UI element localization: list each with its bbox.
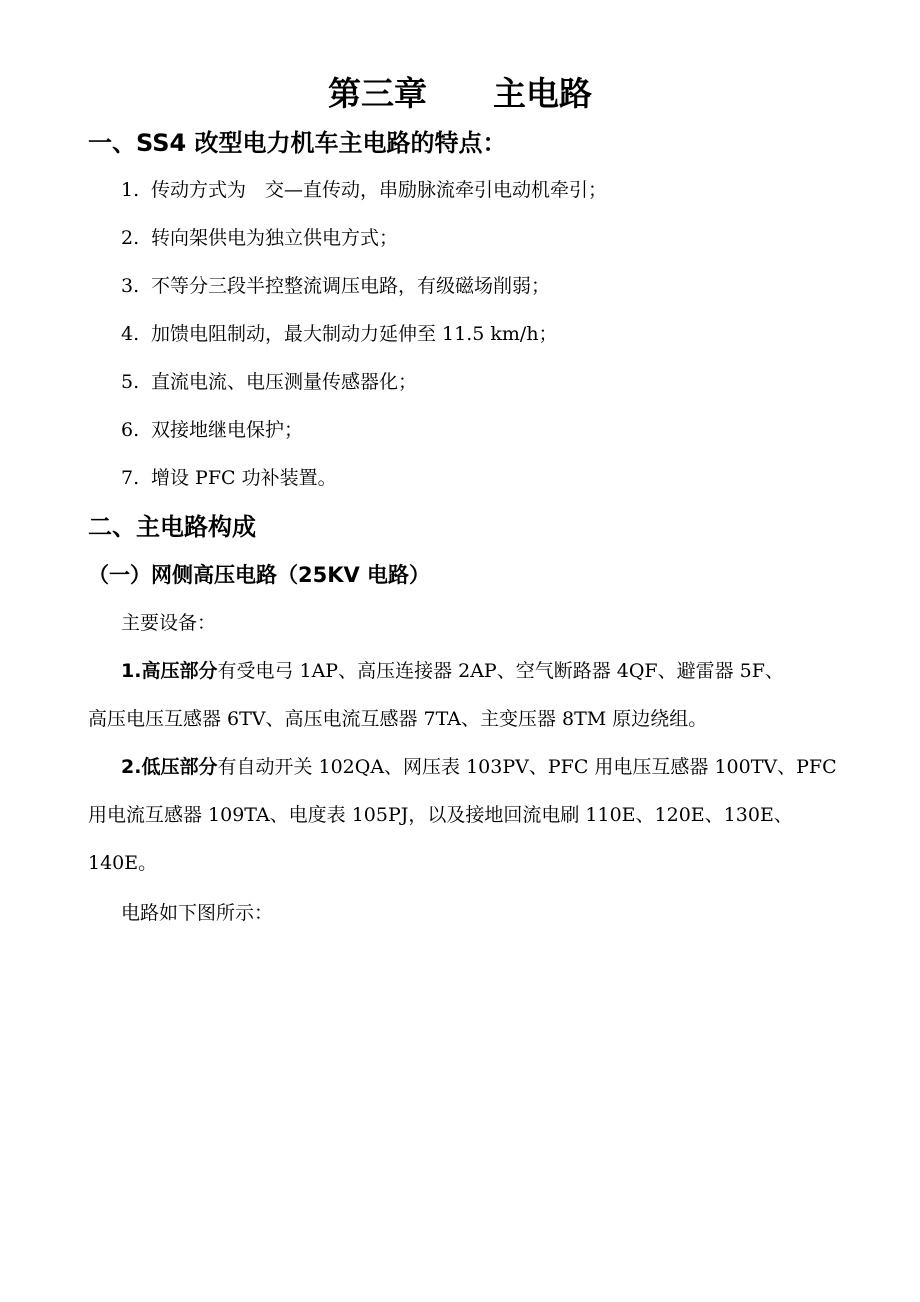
main-equipment-label: 主要设备： [121,612,217,634]
feature-item-7 [121,463,337,493]
high-voltage-label: 1.高压部分 [121,660,218,682]
feature-item-5 [121,367,417,397]
feature-item-6 [121,415,303,445]
low-voltage-line-3: 140E。 [88,852,158,874]
feature-item-number: 5. [121,371,140,393]
low-voltage-line-1 [121,752,837,782]
low-voltage-label: 2.低压部分 [121,756,218,778]
feature-item-text: 加馈电阻制动，最大制动力延伸至 11.5 km/h； [151,323,558,345]
subsection-heading: （一）网侧高压电路（25KV 电路） [88,563,431,587]
feature-item-1 [121,175,607,205]
feature-item-number: 4. [121,323,140,345]
high-voltage-line-1 [121,656,784,686]
low-voltage-text: 有自动开关 102QA、网压表 103PV、PFC 用电压互感器 100TV、PFC [217,756,837,778]
feature-item-text: 传动方式为 交—直传动，串励脉流牵引电动机牵引； [151,179,608,201]
feature-item-text: 不等分三段半控整流调压电路，有级磁场削弱； [151,275,551,297]
feature-item-text: 增设 PFC 功补装置。 [151,467,337,489]
chapter-title: 第三章 主电路 [328,74,592,113]
high-voltage-text: 有受电弓 1AP、高压连接器 2AP、空气断路器 4QF、避雷器 5F、 [217,660,784,682]
feature-item-number: 7. [121,467,140,489]
feature-item-4 [121,319,558,349]
feature-item-number: 6. [121,419,140,441]
high-voltage-line-2: 高压电压互感器 6TV、高压电流互感器 7TA、主变压器 8TM 原边绕组。 [88,708,708,730]
low-voltage-line-2: 用电流互感器 109TA、电度表 105PJ，以及接地回流电刷 110E、120E、130E、 [88,804,793,826]
feature-item-number: 2. [121,227,140,249]
section1-heading: 一、SS4 改型电力机车主电路的特点： [88,129,507,157]
section2-heading: 二、主电路构成 [88,513,256,541]
circuit-note: 电路如下图所示： [121,902,274,924]
feature-item-text: 双接地继电保护； [151,419,304,441]
feature-item-number: 1. [121,179,140,201]
feature-item-text: 直流电流、电压测量传感器化； [151,371,418,393]
feature-item-number: 3. [121,275,140,297]
feature-item-2 [121,223,398,253]
feature-item-text: 转向架供电为独立供电方式； [151,227,399,249]
feature-item-3 [121,271,550,301]
